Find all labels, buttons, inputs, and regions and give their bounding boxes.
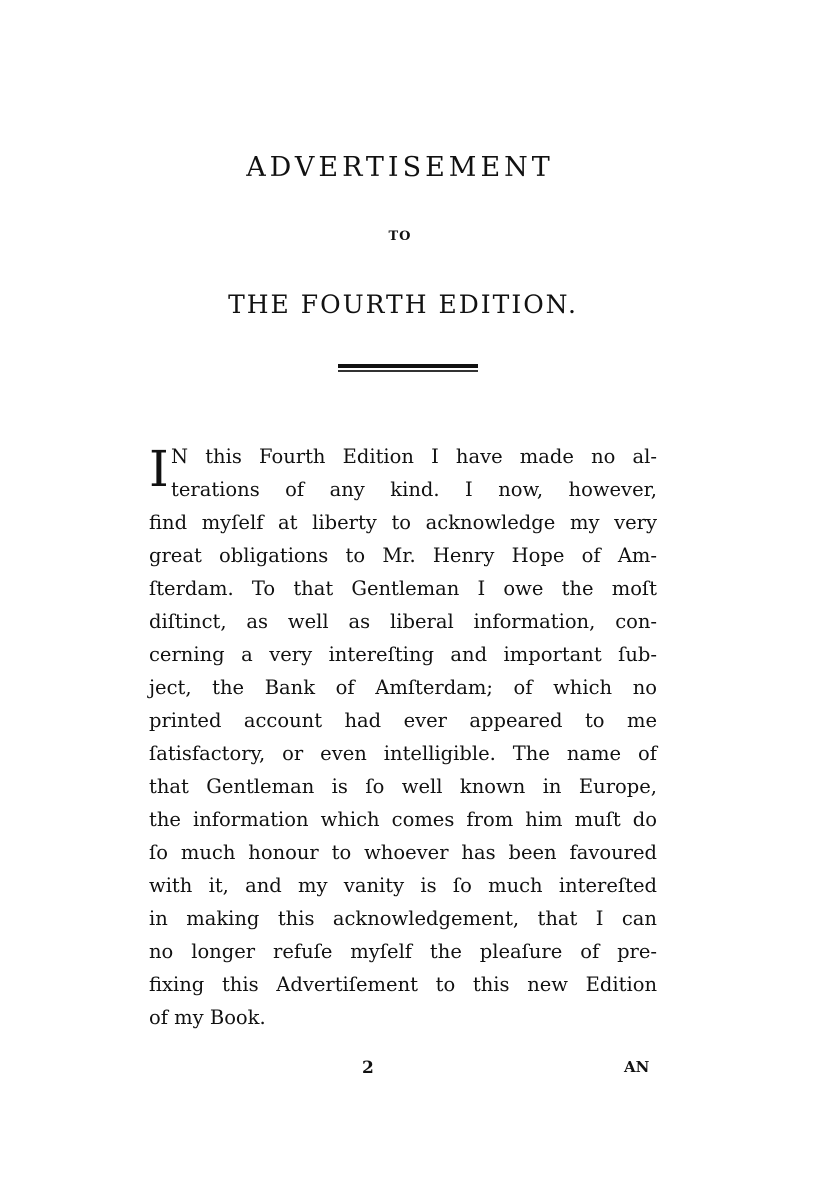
text-line: with it, and my vanity is ſo much intereſted bbox=[149, 874, 657, 897]
text-line: N this Fourth Edition I have made no al- bbox=[171, 445, 657, 468]
text-line: in making this acknowledgement, that I can bbox=[149, 907, 657, 930]
divider-rule-thick bbox=[338, 364, 478, 368]
text-line: diſtinct, as well as liberal information, con- bbox=[149, 610, 657, 633]
page-number: 2 bbox=[362, 1058, 374, 1078]
ornamental-divider bbox=[338, 364, 478, 374]
title-connector: TO bbox=[388, 229, 412, 244]
text-line: ſo much honour to whoever has been favoured bbox=[149, 841, 657, 864]
text-line: fixing this Advertiſement to this new Edition bbox=[149, 973, 657, 996]
text-line: ject, the Bank of Amſterdam; of which no bbox=[149, 676, 657, 699]
text-line: no longer refuſe myſelf the pleaſure of pre- bbox=[149, 940, 657, 963]
catchword: AN bbox=[624, 1058, 650, 1076]
text-line: find myſelf at liberty to acknowledge my very bbox=[149, 511, 657, 534]
text-line: cerning a very intereſting and important ſub- bbox=[149, 643, 657, 666]
divider-rule-thin bbox=[338, 370, 478, 372]
page-subtitle: THE FOURTH EDITION. bbox=[228, 290, 578, 319]
text-line: the information which comes from him muſt do bbox=[149, 808, 657, 831]
text-line: terations of any kind. I now, however, bbox=[171, 478, 657, 501]
text-line: great obligations to Mr. Henry Hope of Am- bbox=[149, 544, 657, 567]
drop-cap: I bbox=[149, 440, 169, 498]
text-line: of my Book. bbox=[149, 1006, 266, 1029]
body-paragraph bbox=[149, 440, 657, 1034]
text-line: that Gentleman is ſo well known in Europe, bbox=[149, 775, 657, 798]
text-line: ſterdam. To that Gentleman I owe the moſt bbox=[149, 577, 657, 600]
page-title: ADVERTISEMENT bbox=[246, 152, 554, 183]
text-line: printed account had ever appeared to me bbox=[149, 709, 657, 732]
text-line: ſatisfactory, or even intelligible. The name of bbox=[149, 742, 657, 765]
